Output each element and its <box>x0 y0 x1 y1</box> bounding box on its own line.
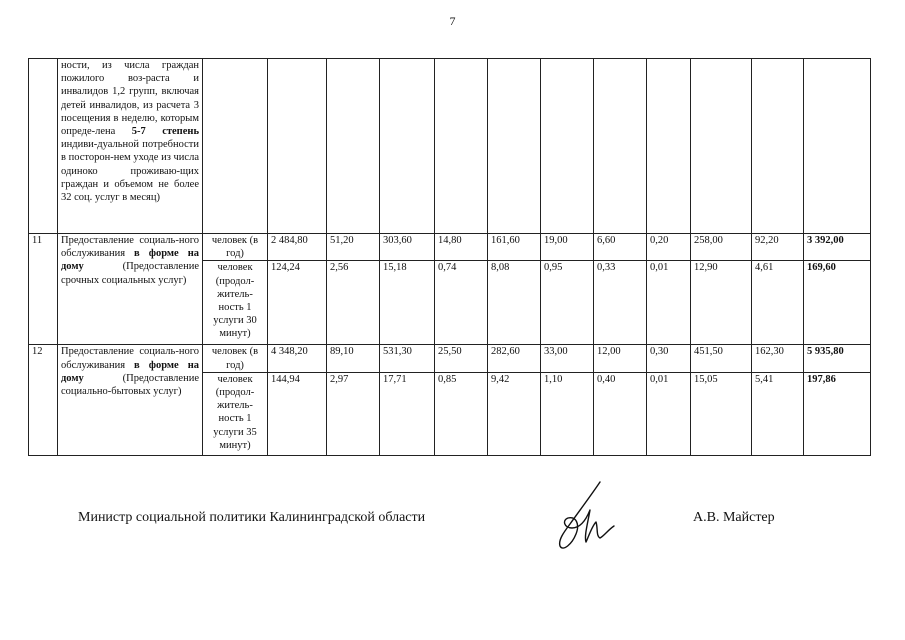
value-cell: 0,20 <box>647 234 691 261</box>
value-cell: 4,61 <box>752 261 804 345</box>
value-cell: 162,30 <box>752 345 804 372</box>
value-cell: 0,30 <box>647 345 691 372</box>
value-cell: 6,60 <box>594 234 647 261</box>
row-number: 11 <box>29 234 58 345</box>
value-cell: 0,01 <box>647 372 691 455</box>
value-cell: 9,42 <box>488 372 541 455</box>
value-cell: 124,24 <box>268 261 327 345</box>
value-cell: 92,20 <box>752 234 804 261</box>
unit-cell: человек (в год) <box>203 345 268 372</box>
total-cell: 3 392,00 <box>804 234 871 261</box>
unit-cell: человек (в год) <box>203 234 268 261</box>
value-cell: 12,90 <box>691 261 752 345</box>
value-cell: 303,60 <box>380 234 435 261</box>
value-cell: 14,80 <box>435 234 488 261</box>
handwritten-signature <box>552 480 622 552</box>
value-cell: 89,10 <box>327 345 380 372</box>
value-cell: 12,00 <box>594 345 647 372</box>
row-number-cell <box>29 59 58 234</box>
value-cell: 15,05 <box>691 372 752 455</box>
unit-cell: человек (продол-житель-ность 1 услуги 35 минут) <box>203 372 268 455</box>
value-cell: 0,74 <box>435 261 488 345</box>
signatory-name: А.В. Майстер <box>693 510 775 525</box>
value-cell: 8,08 <box>488 261 541 345</box>
value-cell: 0,33 <box>594 261 647 345</box>
value-cell: 0,95 <box>541 261 594 345</box>
value-cell: 258,00 <box>691 234 752 261</box>
row-number: 12 <box>29 345 58 455</box>
value-cell: 2,56 <box>327 261 380 345</box>
value-cell: 2 484,80 <box>268 234 327 261</box>
value-cell: 282,60 <box>488 345 541 372</box>
value-cell: 15,18 <box>380 261 435 345</box>
table-row <box>29 234 871 261</box>
total-cell: 5 935,80 <box>804 345 871 372</box>
unit-cell: человек (продол-житель-ность 1 услуги 30 минут) <box>203 261 268 345</box>
value-cell: 33,00 <box>541 345 594 372</box>
page-number: 7 <box>449 14 456 28</box>
service-description: Предоставление социаль-ного обслуживания в форме на дому (Предоставление срочных социальных услуг) <box>58 234 203 345</box>
service-description: Предоставление социаль-ного обслуживания в форме на дому (Предоставление социально-бытовых услуг) <box>58 345 203 455</box>
value-cell: 0,40 <box>594 372 647 455</box>
value-cell: 17,71 <box>380 372 435 455</box>
value-cell: 451,50 <box>691 345 752 372</box>
continued-row <box>29 59 871 234</box>
value-cell: 19,00 <box>541 234 594 261</box>
value-cell: 531,30 <box>380 345 435 372</box>
value-cell: 4 348,20 <box>268 345 327 372</box>
value-cell: 5,41 <box>752 372 804 455</box>
value-cell: 0,85 <box>435 372 488 455</box>
value-cell: 0,01 <box>647 261 691 345</box>
value-cell: 25,50 <box>435 345 488 372</box>
value-cell: 2,97 <box>327 372 380 455</box>
total-cell: 197,86 <box>804 372 871 455</box>
value-cell: 1,10 <box>541 372 594 455</box>
total-cell: 169,60 <box>804 261 871 345</box>
services-table <box>28 58 871 456</box>
value-cell: 144,94 <box>268 372 327 455</box>
signatory-position: Министр социальной политики Калининградской области <box>78 510 426 525</box>
value-cell: 51,20 <box>327 234 380 261</box>
table-row <box>29 345 871 372</box>
service-description: ности, из числа граждан пожилого воз-раста и инвалидов 1,2 групп, включая детей инвалидов, из расчета 3 посещения в неделю, которым опреде-лена 5-7 степень индиви-дуальной потребности в посторон-нем уходе из числа одиноко проживаю-щих граждан и объемом не более 32 соц. услуг в месяц) <box>58 59 203 234</box>
value-cell: 161,60 <box>488 234 541 261</box>
